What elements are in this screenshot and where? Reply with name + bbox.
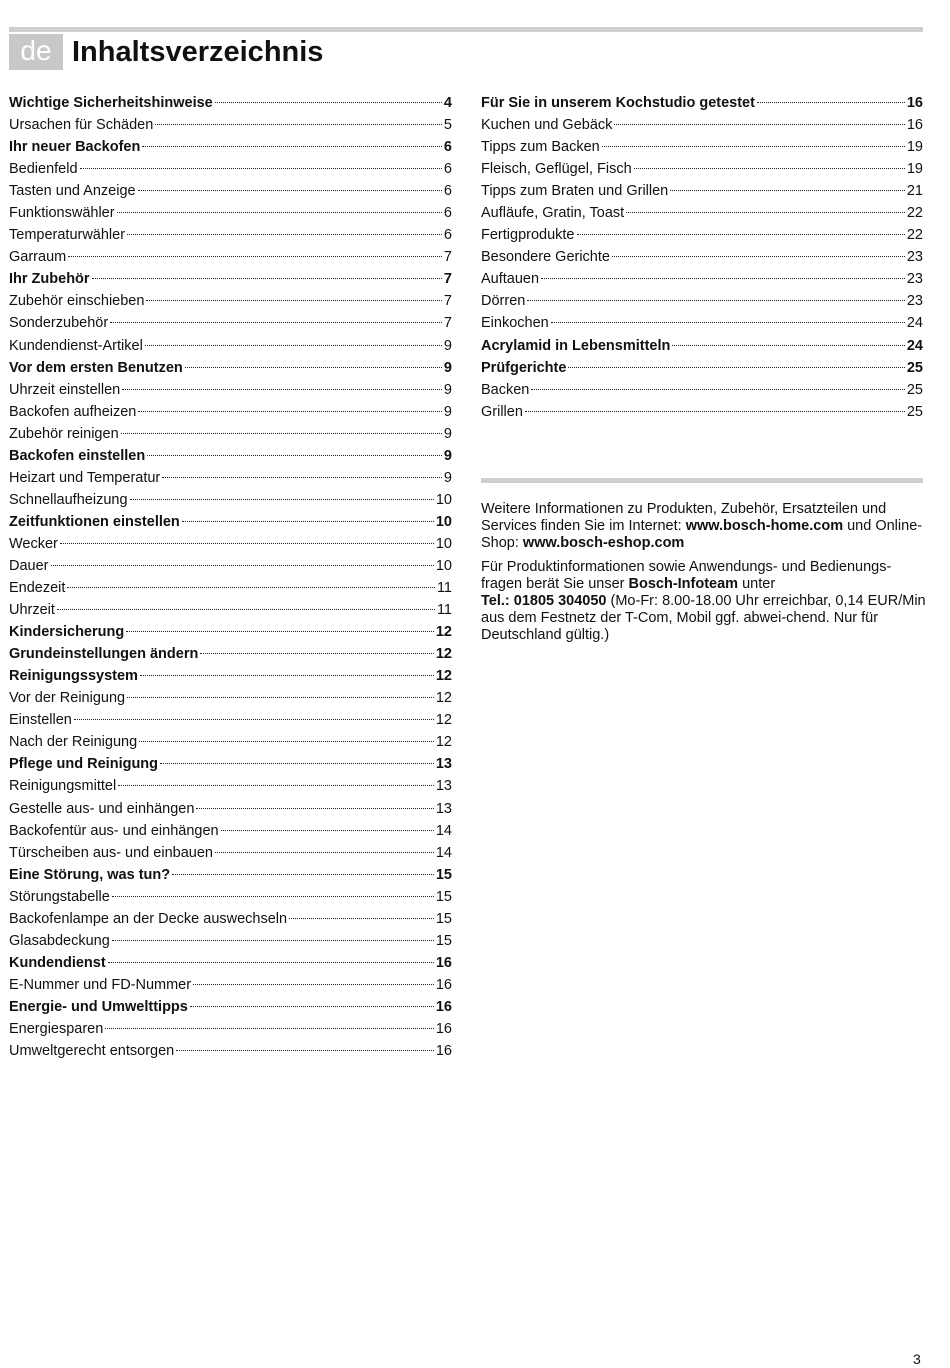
toc-entry-label: Uhrzeit einstellen (9, 381, 121, 398)
toc-dot-leader (193, 984, 434, 985)
toc-entry-page: 6 (443, 205, 452, 222)
toc-dot-leader (289, 918, 434, 919)
toc-entry-label: Grundeinstellungen ändern (9, 646, 199, 663)
toc-dot-leader (146, 300, 441, 301)
toc-entry-page: 12 (435, 712, 452, 729)
toc-entry[interactable] (481, 357, 923, 379)
page-title: Inhaltsverzeichnis (72, 36, 324, 68)
toc-entry-label: Uhrzeit (9, 602, 55, 619)
toc-entry[interactable] (9, 908, 452, 930)
toc-entry[interactable] (481, 379, 923, 401)
toc-entry-label: E-Nummer und FD-Nummer (9, 976, 192, 993)
toc-right-column (481, 92, 923, 423)
toc-dot-leader (176, 1050, 434, 1051)
toc-entry-label: Besondere Gerichte (481, 249, 610, 266)
toc-entry[interactable] (9, 445, 452, 467)
toc-entry-page: 12 (435, 690, 452, 707)
toc-dot-leader (670, 190, 905, 191)
toc-entry-label: Endezeit (9, 580, 66, 597)
toc-entry-page: 6 (443, 139, 452, 156)
toc-entry[interactable] (9, 1018, 452, 1040)
toc-entry[interactable] (9, 687, 452, 709)
toc-entry-page: 4 (443, 95, 452, 111)
toc-entry[interactable] (9, 114, 452, 136)
toc-entry-label: Bedienfeld (9, 161, 78, 178)
toc-entry[interactable] (9, 268, 452, 290)
toc-entry-page: 9 (443, 381, 452, 398)
toc-entry[interactable] (481, 401, 923, 423)
toc-entry-page: 5 (443, 117, 452, 134)
toc-dot-leader (541, 278, 905, 279)
toc-entry-label: Garraum (9, 249, 67, 266)
toc-entry-page: 9 (443, 337, 452, 354)
info-text: (Mo-Fr: 8.00-18.00 Uhr erreichbar, 0,14 EUR/Min aus dem Festnetz der T-Com, Mobil ggf. abwei-chend. Nur für Deutschland gültig.) (481, 593, 926, 643)
toc-dot-leader (185, 367, 442, 368)
toc-entry-label: Auftauen (481, 271, 540, 288)
toc-entry[interactable] (9, 842, 452, 864)
toc-entry-label: Aufläufe, Gratin, Toast (481, 205, 625, 222)
toc-entry-label: Prüfgerichte (481, 359, 567, 376)
toc-entry-label: Dörren (481, 293, 526, 310)
toc-entry-label: Ihr Zubehör (9, 271, 90, 288)
toc-entry[interactable] (9, 820, 452, 842)
toc-entry-label: Backen (481, 381, 530, 398)
toc-entry[interactable] (9, 357, 452, 379)
toc-entry[interactable] (9, 599, 452, 621)
toc-entry-label: Kuchen und Gebäck (481, 117, 613, 134)
toc-entry-label: Backofentür aus- und einhängen (9, 822, 219, 839)
toc-dot-leader (121, 433, 442, 434)
toc-dot-leader (110, 322, 442, 323)
toc-entry[interactable] (9, 886, 452, 908)
toc-entry[interactable] (481, 136, 923, 158)
toc-entry-page: 16 (435, 1020, 452, 1037)
toc-entry-page: 11 (436, 580, 452, 597)
toc-dot-leader (74, 719, 434, 720)
toc-entry-page: 15 (435, 932, 452, 949)
toc-entry[interactable] (481, 246, 923, 268)
toc-entry-page: 6 (443, 183, 452, 200)
info-text: und Online-Shop: (481, 518, 923, 551)
toc-entry-page: 14 (435, 822, 452, 839)
toc-entry-label: Kundendienst (9, 954, 106, 971)
toc-dot-leader (108, 962, 434, 963)
infoteam-name: Bosch-Infoteam (628, 576, 739, 592)
toc-dot-leader (140, 675, 434, 676)
toc-entry-page: 23 (906, 249, 923, 266)
toc-entry[interactable] (9, 136, 452, 158)
toc-entry-page: 7 (443, 293, 452, 310)
toc-dot-leader (105, 1028, 434, 1029)
toc-entry[interactable] (9, 202, 452, 224)
toc-dot-leader (568, 367, 904, 368)
toc-entry-page: 19 (906, 139, 923, 156)
toc-entry-page: 10 (435, 491, 452, 508)
toc-entry[interactable] (9, 555, 452, 577)
toc-entry[interactable] (9, 709, 452, 731)
toc-entry-page: 19 (906, 161, 923, 178)
toc-entry-label: Ihr neuer Backofen (9, 139, 141, 156)
toc-entry-label: Sonderzubehör (9, 315, 109, 332)
info-text: Weitere Informationen zu Produkten, Zubehör, Ersatzteilen und Services finden Sie im Internet: (481, 501, 887, 534)
toc-entry[interactable] (481, 224, 923, 246)
toc-entry[interactable] (481, 268, 923, 290)
toc-entry-label: Fleisch, Geflügel, Fisch (481, 161, 632, 178)
toc-dot-leader (215, 102, 442, 103)
toc-entry-label: Umweltgerecht entsorgen (9, 1043, 175, 1060)
toc-dot-leader (626, 212, 905, 213)
toc-dot-leader (196, 808, 433, 809)
info-paragraph-web (481, 501, 926, 552)
toc-entry-label: Tasten und Anzeige (9, 183, 136, 200)
toc-entry-page: 9 (443, 447, 452, 464)
toc-entry-label: Acrylamid in Lebensmitteln (481, 337, 671, 354)
toc-entry-page: 23 (906, 293, 923, 310)
toc-entry[interactable] (9, 379, 452, 401)
toc-entry[interactable] (9, 312, 452, 334)
toc-entry[interactable] (9, 224, 452, 246)
toc-entry-page: 9 (443, 425, 452, 442)
toc-dot-leader (172, 874, 434, 875)
toc-entry-page: 25 (906, 359, 923, 376)
toc-dot-leader (60, 543, 434, 544)
toc-dot-leader (160, 763, 434, 764)
toc-entry-label: Pflege und Reinigung (9, 756, 159, 773)
toc-entry-page: 6 (443, 161, 452, 178)
toc-entry-label: Glasabdeckung (9, 932, 110, 949)
toc-entry-page: 12 (435, 734, 452, 751)
toc-entry[interactable] (481, 290, 923, 312)
toc-entry-page: 16 (906, 117, 923, 134)
toc-dot-leader (155, 124, 442, 125)
toc-dot-leader (525, 411, 905, 412)
toc-entry[interactable] (9, 996, 452, 1018)
toc-entry-label: Kundendienst-Artikel (9, 337, 143, 354)
toc-entry-page: 16 (435, 1043, 452, 1060)
toc-entry-page: 24 (906, 337, 923, 354)
toc-entry-label: Störungstabelle (9, 888, 110, 905)
toc-dot-leader (215, 852, 434, 853)
toc-entry-label: Reinigungsmittel (9, 778, 117, 795)
website-link[interactable]: www.bosch-home.com (685, 518, 844, 534)
toc-entry[interactable] (9, 511, 452, 533)
page-number: 3 (913, 1351, 921, 1367)
toc-entry-page: 16 (435, 998, 452, 1015)
toc-dot-leader (577, 234, 905, 235)
toc-entry-label: Energiesparen (9, 1020, 104, 1037)
section-rule (481, 478, 923, 483)
toc-entry-label: Vor der Reinigung (9, 690, 126, 707)
toc-entry-page: 11 (436, 602, 452, 619)
toc-entry[interactable] (481, 202, 923, 224)
toc-entry-page: 16 (906, 95, 923, 111)
toc-dot-leader (130, 499, 434, 500)
toc-dot-leader (527, 300, 905, 301)
toc-entry-label: Temperaturwähler (9, 227, 126, 244)
toc-dot-leader (182, 521, 434, 522)
toc-dot-leader (112, 940, 434, 941)
toc-entry-page: 10 (435, 535, 452, 552)
toc-entry-page: 9 (443, 469, 452, 486)
toc-entry-label: Fertigprodukte (481, 227, 575, 244)
toc-entry-page: 7 (443, 249, 452, 266)
toc-entry-page: 12 (435, 668, 452, 685)
toc-entry[interactable] (9, 577, 452, 599)
toc-dot-leader (551, 322, 905, 323)
toc-dot-leader (122, 389, 442, 390)
toc-entry[interactable] (481, 92, 923, 114)
toc-dot-leader (51, 565, 434, 566)
toc-entry[interactable] (9, 401, 452, 423)
toc-entry[interactable] (9, 974, 452, 996)
toc-dot-leader (139, 741, 434, 742)
toc-entry[interactable] (481, 158, 923, 180)
toc-entry-page: 15 (435, 888, 452, 905)
toc-dot-leader (757, 102, 905, 103)
toc-entry-label: Backofen einstellen (9, 447, 146, 464)
toc-dot-leader (92, 278, 442, 279)
toc-entry[interactable] (9, 489, 452, 511)
toc-dot-leader (117, 212, 442, 213)
info-paragraph-hotline (481, 559, 926, 644)
toc-dot-leader (531, 389, 904, 390)
toc-entry-page: 10 (435, 513, 452, 530)
toc-entry[interactable] (9, 731, 452, 753)
toc-entry-page: 13 (435, 778, 452, 795)
toc-entry[interactable] (9, 643, 452, 665)
toc-dot-leader (634, 168, 905, 169)
toc-dot-leader (67, 587, 435, 588)
toc-entry[interactable] (9, 665, 452, 687)
toc-entry[interactable] (481, 312, 923, 334)
toc-entry[interactable] (9, 1040, 452, 1062)
toc-entry[interactable] (481, 114, 923, 136)
toc-entry-label: Zubehör einschieben (9, 293, 145, 310)
toc-entry-page: 25 (906, 403, 923, 420)
info-text: unter (738, 576, 776, 592)
toc-dot-leader (138, 190, 442, 191)
toc-dot-leader (118, 785, 434, 786)
toc-entry-label: Reinigungssystem (9, 668, 138, 685)
toc-entry-label: Backofen aufheizen (9, 403, 137, 420)
toc-entry-label: Backofenlampe an der Decke auswechseln (9, 910, 288, 927)
toc-entry-page: 16 (435, 954, 452, 971)
toc-entry-page: 22 (906, 227, 923, 244)
toc-entry-page: 21 (906, 183, 923, 200)
toc-dot-leader (145, 345, 442, 346)
toc-dot-leader (221, 830, 434, 831)
hotline-phone: Tel.: 01805 304050 (481, 593, 607, 609)
toc-entry[interactable] (9, 533, 452, 555)
toc-entry-page: 22 (906, 205, 923, 222)
toc-entry-label: Heizart und Temperatur (9, 469, 161, 486)
toc-dot-leader (68, 256, 442, 257)
toc-entry[interactable] (9, 930, 452, 952)
toc-entry[interactable] (9, 775, 452, 797)
toc-entry-label: Für Sie in unserem Kochstudio getestet (481, 95, 755, 111)
toc-entry-label: Ursachen für Schäden (9, 117, 154, 134)
toc-entry-label: Türscheiben aus- und einbauen (9, 844, 213, 861)
toc-entry-label: Energie- und Umwelttipps (9, 998, 188, 1015)
toc-dot-leader (127, 234, 442, 235)
toc-entry-label: Kindersicherung (9, 624, 125, 641)
toc-entry[interactable] (9, 621, 452, 643)
toc-entry-page: 6 (443, 227, 452, 244)
toc-dot-leader (200, 653, 434, 654)
toc-dot-leader (138, 411, 442, 412)
toc-dot-leader (142, 146, 442, 147)
toc-entry-page: 10 (435, 557, 452, 574)
toc-entry-label: Gestelle aus- und einhängen (9, 800, 195, 817)
toc-dot-leader (127, 697, 434, 698)
toc-entry-page: 14 (435, 844, 452, 861)
toc-entry-page: 23 (906, 271, 923, 288)
toc-entry-page: 7 (443, 271, 452, 288)
toc-entry[interactable] (9, 180, 452, 202)
toc-dot-leader (614, 124, 904, 125)
toc-dot-leader (112, 896, 434, 897)
toc-dot-leader (162, 477, 442, 478)
toc-left-column (9, 92, 452, 1062)
toc-entry[interactable] (9, 952, 452, 974)
toc-entry-label: Wecker (9, 535, 58, 552)
toc-dot-leader (602, 146, 905, 147)
toc-entry-label: Wichtige Sicherheitshinweise (9, 95, 213, 111)
toc-entry-page: 9 (443, 359, 452, 376)
toc-entry[interactable] (9, 423, 452, 445)
toc-entry-label: Tipps zum Braten und Grillen (481, 183, 669, 200)
toc-entry-label: Einstellen (9, 712, 72, 729)
eshop-link[interactable]: www.bosch-eshop.com (522, 535, 685, 551)
toc-entry-page: 7 (443, 315, 452, 332)
toc-entry[interactable] (9, 467, 452, 489)
toc-entry-page: 15 (435, 910, 452, 927)
toc-entry-label: Dauer (9, 557, 49, 574)
toc-entry-label: Zubehör reinigen (9, 425, 119, 442)
toc-entry[interactable] (9, 335, 452, 357)
toc-entry-label: Eine Störung, was tun? (9, 866, 171, 883)
toc-entry-page: 16 (435, 976, 452, 993)
info-text: Für Produktinformationen sowie Anwendungs- und Bedienungs-fragen berät Sie unser (481, 559, 892, 592)
toc-entry-label: Einkochen (481, 315, 549, 332)
toc-entry-page: 12 (435, 624, 452, 641)
toc-dot-leader (57, 609, 435, 610)
toc-entry-page: 24 (906, 315, 923, 332)
toc-entry[interactable] (9, 158, 452, 180)
toc-entry-label: Grillen (481, 403, 523, 420)
toc-entry-label: Zeitfunktionen einstellen (9, 513, 180, 530)
toc-entry[interactable] (9, 864, 452, 886)
toc-entry-label: Vor dem ersten Benutzen (9, 359, 183, 376)
toc-dot-leader (672, 345, 905, 346)
toc-entry[interactable] (9, 290, 452, 312)
toc-entry[interactable] (481, 335, 923, 357)
toc-entry-page: 15 (435, 866, 452, 883)
toc-entry-label: Nach der Reinigung (9, 734, 138, 751)
toc-entry[interactable] (9, 798, 452, 820)
toc-entry[interactable] (9, 92, 452, 114)
toc-entry-page: 9 (443, 403, 452, 420)
toc-entry-page: 12 (435, 646, 452, 663)
toc-dot-leader (80, 168, 442, 169)
toc-dot-leader (190, 1006, 434, 1007)
language-badge: de (9, 34, 63, 70)
toc-dot-leader (612, 256, 905, 257)
toc-dot-leader (126, 631, 434, 632)
toc-entry[interactable] (9, 753, 452, 775)
toc-entry-label: Tipps zum Backen (481, 139, 600, 156)
toc-entry-label: Schnellaufheizung (9, 491, 128, 508)
toc-entry-page: 25 (906, 381, 923, 398)
toc-entry-page: 13 (435, 756, 452, 773)
toc-entry-page: 13 (435, 800, 452, 817)
toc-entry[interactable] (9, 246, 452, 268)
toc-dot-leader (147, 455, 442, 456)
toc-entry[interactable] (481, 180, 923, 202)
toc-entry-label: Funktionswähler (9, 205, 115, 222)
